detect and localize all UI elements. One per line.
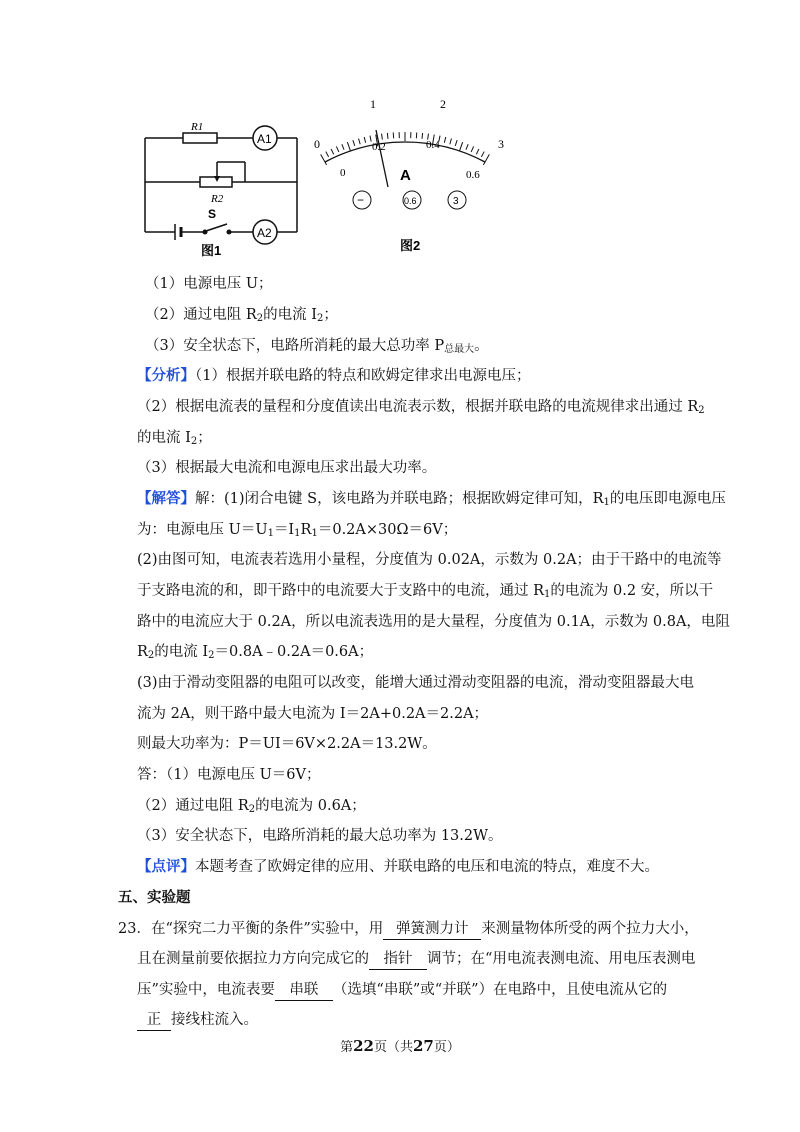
- solution-line-1: 【解答】解：(1)闭合电键 S，该电路为并联电路；根据欧姆定律可知，$R_1$的电压即电源电压: [137, 490, 726, 508]
- dial-tick: [382, 134, 383, 140]
- bottom-scale-2: 0.4: [426, 139, 440, 151]
- section-title: 五、实验题: [118, 890, 191, 906]
- dial-tick: [347, 142, 350, 150]
- dial-tick: [481, 152, 484, 157]
- answer-line-2: （2）通过电阻 $R_2$的电流为 0.6A；: [137, 798, 366, 815]
- dial-tick: [353, 140, 355, 146]
- question-3: （3）安全状态下，电路所消耗的最大总功率 $P_{总最大}$。: [145, 338, 489, 355]
- answer-line-1: 答：（1）电源电压 U＝6V；: [137, 767, 321, 783]
- comment-line: 【点评】本题考查了欧姆定律的应用、并联电路的电压和电流的特点，难度不大。: [137, 858, 659, 875]
- dial-tick: [326, 152, 329, 157]
- dial-tick: [483, 154, 489, 164]
- switch-label: S: [208, 207, 217, 221]
- dial-tick: [359, 138, 361, 144]
- analysis-line-4: （3）根据最大电流和电源电压求出最大功率。: [137, 460, 437, 476]
- solution-line-3: (2)由图可知，电流表若选用小量程，分度值为 0.02A，示数为 0.2A；由于干路中的电流等: [137, 552, 722, 568]
- dial-tick: [466, 144, 468, 150]
- top-scale-3: 3: [498, 137, 504, 151]
- dial-tick: [387, 133, 388, 139]
- q23-line-3: 压”实验中，电流表要 串联 （选填“串联”或“并联”）在电路中，且使电流从它的: [137, 980, 667, 1001]
- terminal-negative: −: [357, 193, 365, 207]
- question-2: （2）通过电阻 $R_2$的电流 $I_2$；: [145, 307, 338, 324]
- q23-line-1: 23．在“探究二力平衡的条件”实验中，用 弹簧测力计 来测量物体所受的两个拉力大小，: [118, 919, 699, 940]
- top-scale-1: 1: [370, 97, 376, 111]
- dial-tick: [476, 149, 479, 154]
- dial-tick: [455, 140, 457, 146]
- top-scale-2: 2: [440, 97, 446, 111]
- bottom-scale-0: 0: [340, 167, 346, 179]
- dial-tick: [364, 137, 365, 143]
- unit-label: A: [400, 167, 411, 184]
- dial-tick: [460, 142, 463, 150]
- ammeter-dial: [300, 92, 520, 257]
- analysis-line-1: 【分析】（1）根据并联电路的特点和欧姆定律求出电源电压；: [137, 367, 531, 384]
- ammeter2-label: A2: [257, 226, 272, 240]
- solution-tag: 【解答】: [137, 490, 195, 507]
- blank-3: 串联: [275, 980, 333, 1001]
- dial-tick: [331, 149, 334, 154]
- q23-line-4: 正 接线柱流入。: [137, 1010, 258, 1031]
- ammeter1-label: A1: [257, 132, 272, 146]
- solution-line-9: 则最大功率为：P＝UI＝6V×2.2A＝13.2W。: [137, 736, 437, 752]
- top-scale-0: 0: [314, 137, 320, 151]
- solution-line-5: 路中的电流应大于 0.2A，所以电流表选用的是大量程，分度值为 0.1A，示数为 0.8A，电阻: [137, 614, 730, 630]
- dial-tick: [422, 133, 423, 139]
- solution-line-8: 流为 2A，则干路中最大电流为 I＝2A+0.2A＝2.2A；: [137, 706, 489, 722]
- blank-1: 弹簧测力计: [383, 919, 481, 940]
- dial-tick: [471, 146, 473, 151]
- r2-label: R2: [211, 193, 224, 205]
- analysis-line-3: 的电流 $I_2$；: [137, 430, 212, 447]
- blank-2: 指针: [369, 949, 427, 970]
- terminal-3: 3: [453, 196, 459, 207]
- fig1-caption: 图1: [201, 243, 222, 258]
- bottom-scale-1: 0.2: [372, 141, 386, 153]
- circuit-diagram: [135, 110, 310, 260]
- comment-tag: 【点评】: [137, 858, 195, 875]
- solution-line-6: $R_2$的电流 $I_2=0.8A﹣0.2A=0.6A$；: [137, 644, 374, 661]
- dial-tick: [444, 137, 445, 143]
- dial-tick: [370, 136, 371, 142]
- solution-line-4: 于支路电流的和，即干路中的电流要大于支路中的电流，通过 $R_1$的电流为 0.2 安，所以干: [137, 583, 714, 600]
- bottom-scale-3: 0.6: [466, 169, 480, 181]
- question-1: （1）电源电压 U；: [145, 276, 273, 292]
- page-total: 27: [413, 1037, 434, 1055]
- page-number: 22: [353, 1037, 374, 1055]
- dial-tick: [336, 146, 338, 151]
- dial-tick: [450, 138, 452, 144]
- dial-tick: [321, 154, 327, 164]
- terminal-0-6: 0.6: [404, 196, 417, 206]
- analysis-tag: 【分析】: [137, 367, 195, 384]
- analysis-line-2: （2）根据电流表的量程和分度值读出电流表示数，根据并联电路的电流规律求出通过 $R_2$: [137, 399, 705, 416]
- q23-line-2: 且在测量前要依据拉力方向完成它的 指针 调节；在“用电流表测电流、用电压表测电: [137, 949, 695, 970]
- page-footer: 第22页（共27页）: [340, 1037, 460, 1055]
- solution-line-2: 为：电源电压 $U=U_1=I_1R_1=0.2A\times 30\Omega=6V$；: [137, 522, 458, 539]
- answer-line-3: （3）安全状态下，电路所消耗的最大总功率为 13.2W。: [137, 828, 503, 844]
- blank-4: 正: [137, 1010, 171, 1031]
- solution-line-7: (3)由于滑动变阻器的电阻可以改变，能增大通过滑动变阻器的电流，滑动变阻器最大电: [137, 675, 695, 691]
- dial-tick: [342, 144, 344, 150]
- fig2-caption: 图2: [400, 238, 421, 253]
- r1-label: R1: [191, 121, 204, 133]
